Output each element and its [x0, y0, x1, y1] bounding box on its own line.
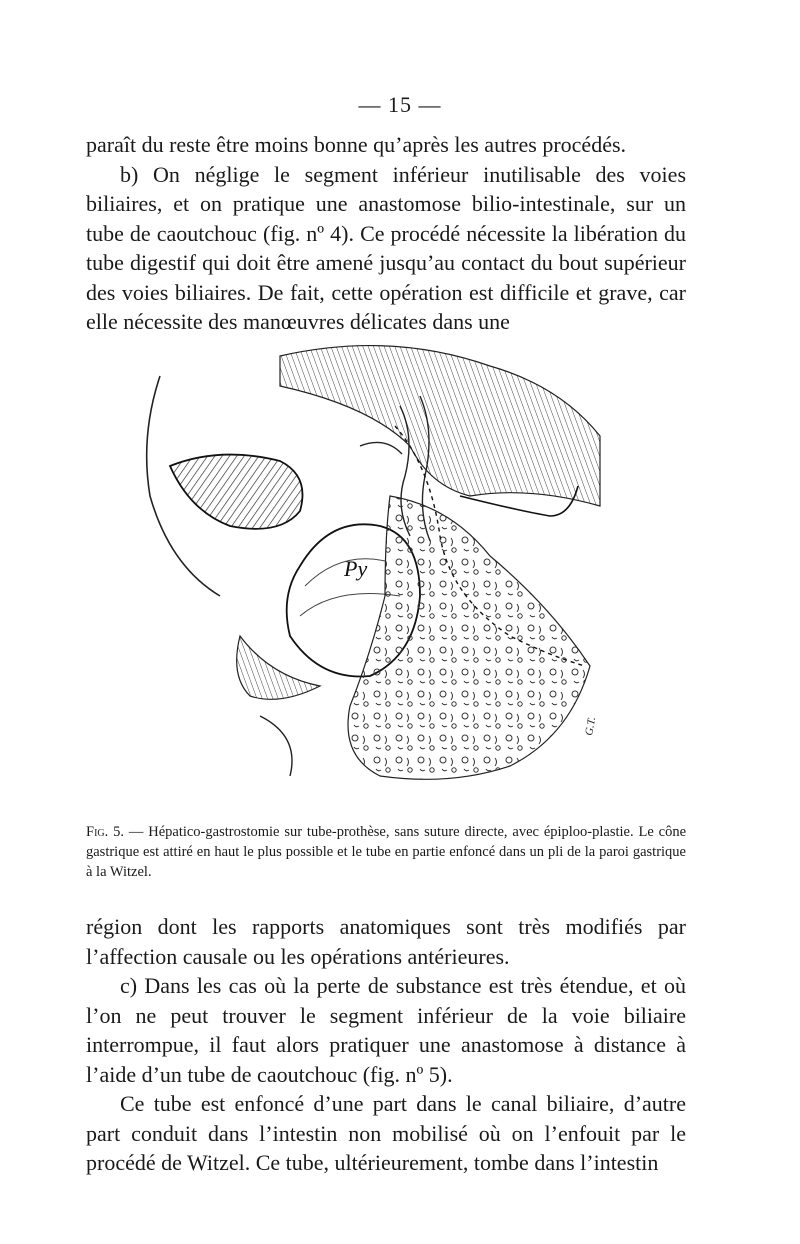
- artist-signature: G.T.: [583, 715, 599, 737]
- hatched-organ: [170, 455, 303, 529]
- figure-caption: [86, 822, 686, 882]
- figure-caption-text: — Hépatico-gastrostomie sur tube-prothèse, sans suture directe, avec épiploo-plastie. Le cône gastrique est attiré en haut le plus possible et le tube en partie enfoncé dans un pli de la paroi gastrique à la Witzel.: [86, 824, 686, 880]
- top-text-block: [86, 130, 686, 337]
- liver-tissue: [280, 346, 600, 506]
- paragraph: région dont les rapports anatomiques sont très modifiés par l’affection causale ou les opérations antérieures.: [86, 914, 686, 969]
- paragraph: paraît du reste être moins bonne qu’après les autres procédés.: [86, 132, 627, 157]
- paragraph: Ce tube est enfoncé d’une part dans le canal biliaire, d’autre part conduit dans l’intestin non mobilisé où on l’enfouit par le procédé de Witzel. Ce tube, ultérieurement, tombe dans l’intestin: [86, 1091, 686, 1175]
- paragraph: c) Dans les cas où la perte de substance est très étendue, et où l’on ne peut trouver le segment inférieur de la voie biliaire interrompue, il faut alors pratiquer une anastomose à distance à l’aide d’un tube de caoutchouc (fig. nº 5).: [86, 973, 686, 1087]
- anatomical-illustration: [130, 336, 620, 806]
- figure-caption-label: Fig. 5.: [86, 824, 124, 840]
- illustration-drawing: [130, 336, 620, 806]
- paragraph: b) On néglige le segment inférieur inutilisable des voies biliaires, et on pratique une anastomose bilio-intestinale, sur un tube de caoutchouc (fig. nº 4). Ce procédé nécessite la libération du tube digestif qui doit être amené jusqu’au contact du bout supérieur des voies biliaires. De fait, cette opération est difficile et grave, car elle nécessite des manœuvres délicates dans une: [86, 161, 686, 334]
- figure-label-py: Py: [344, 556, 368, 581]
- page-number: — 15 —: [358, 92, 442, 117]
- bottom-text-block: [86, 912, 686, 1178]
